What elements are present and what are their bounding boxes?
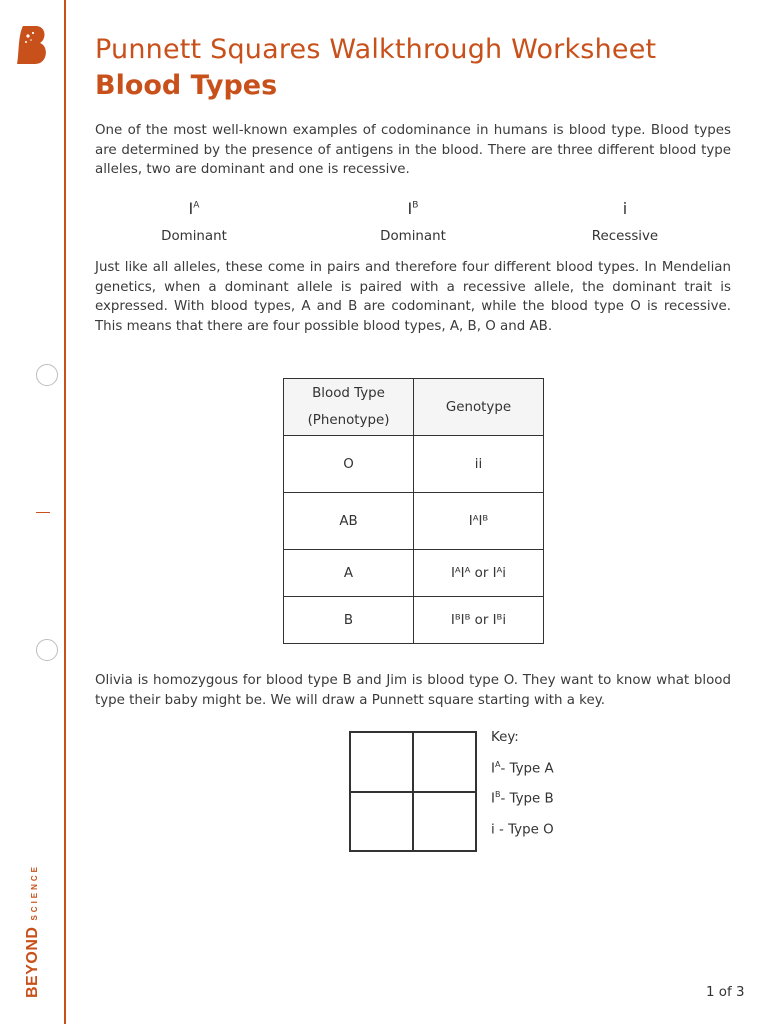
- phenotype-cell: O: [284, 436, 414, 493]
- genotype-cell: IᴬIᴮ: [414, 493, 544, 550]
- allele-symbol: i: [622, 199, 628, 218]
- genotype-cell: IᴬIᴬ or Iᴬi: [414, 550, 544, 597]
- scenario-paragraph: Olivia is homozygous for blood type B and Jim is blood type O. They want to know what blood type their baby might be. We will draw a Punnett square starting with a key.: [95, 673, 731, 708]
- key-text: - Type B: [500, 791, 554, 807]
- binder-hole-bottom: [36, 639, 58, 661]
- phenotype-cell: A: [284, 550, 414, 597]
- punnett-cell: [350, 792, 413, 852]
- allele-superscript: B: [412, 200, 419, 211]
- margin-line: [64, 0, 66, 1024]
- key-item: [491, 752, 554, 783]
- punnett-square: [349, 731, 477, 852]
- phenotype-cell: B: [284, 597, 414, 644]
- header-phenotype-line1: Blood Type: [312, 386, 385, 401]
- brand-wordmark: [24, 864, 42, 998]
- punnett-key: [491, 725, 554, 844]
- genotype-cell: IᴮIᴮ or Iᴮi: [414, 597, 544, 644]
- punnett-cell: [350, 732, 413, 792]
- allele-superscript: A: [193, 200, 200, 211]
- fold-mark: [36, 512, 50, 513]
- header-phenotype: [284, 379, 414, 436]
- page-title: Punnett Squares Walkthrough Worksheet: [95, 34, 657, 65]
- header-phenotype-line2: (Phenotype): [307, 413, 390, 428]
- genotype-cell: ii: [414, 436, 544, 493]
- phenotype-cell: AB: [284, 493, 414, 550]
- table-row: [284, 550, 544, 597]
- key-symbol: i: [491, 822, 495, 838]
- allele-symbol: I: [188, 199, 194, 218]
- punnett-cell: [413, 732, 476, 792]
- key-superscript: B: [494, 790, 501, 800]
- key-text: - Type O: [494, 822, 554, 838]
- key-text: - Type A: [500, 760, 554, 776]
- allele-label: Dominant: [161, 229, 227, 244]
- page-number: 1 of 3: [706, 985, 745, 1000]
- allele-ia: [134, 199, 254, 244]
- key-title: Key:: [491, 730, 519, 745]
- key-superscript: A: [494, 759, 501, 769]
- key-symbol: I: [491, 791, 495, 807]
- explanation-paragraph: Just like all alleles, these come in pairs and therefore four different blood types. In Mendelian genetics, when a dominant allele is paired with a recessive allele, the dominant trait is expressed. With blood types, A and B are codominant, while the blood type O is recessive. This means that there are four possible blood types, A, B, O and AB.: [95, 260, 731, 334]
- allele-i: [565, 199, 685, 244]
- table-row: [284, 436, 544, 493]
- page-subtitle: Blood Types: [95, 70, 278, 101]
- binder-hole-top: [36, 364, 58, 386]
- punnett-cell: [413, 792, 476, 852]
- allele-label: Dominant: [380, 229, 446, 244]
- key-symbol: I: [491, 760, 495, 776]
- table-row: [284, 597, 544, 644]
- key-item: [491, 813, 554, 844]
- intro-paragraph: One of the most well-known examples of codominance in humans is blood type. Blood types are determined by the presence of antigens in the blood. There are three different blood type alleles, two are dominant and one is recessive.: [95, 123, 731, 177]
- header-genotype: Genotype: [414, 379, 544, 436]
- brand-small: SCIENCE: [30, 863, 39, 921]
- brand-big: BEYOND: [24, 926, 41, 998]
- beyond-logo-icon: [16, 25, 50, 65]
- allele-symbol: I: [407, 199, 413, 218]
- allele-ib: [353, 199, 473, 244]
- blood-type-table: [283, 378, 544, 644]
- key-item: [491, 782, 554, 813]
- allele-label: Recessive: [591, 229, 659, 244]
- table-row: [284, 493, 544, 550]
